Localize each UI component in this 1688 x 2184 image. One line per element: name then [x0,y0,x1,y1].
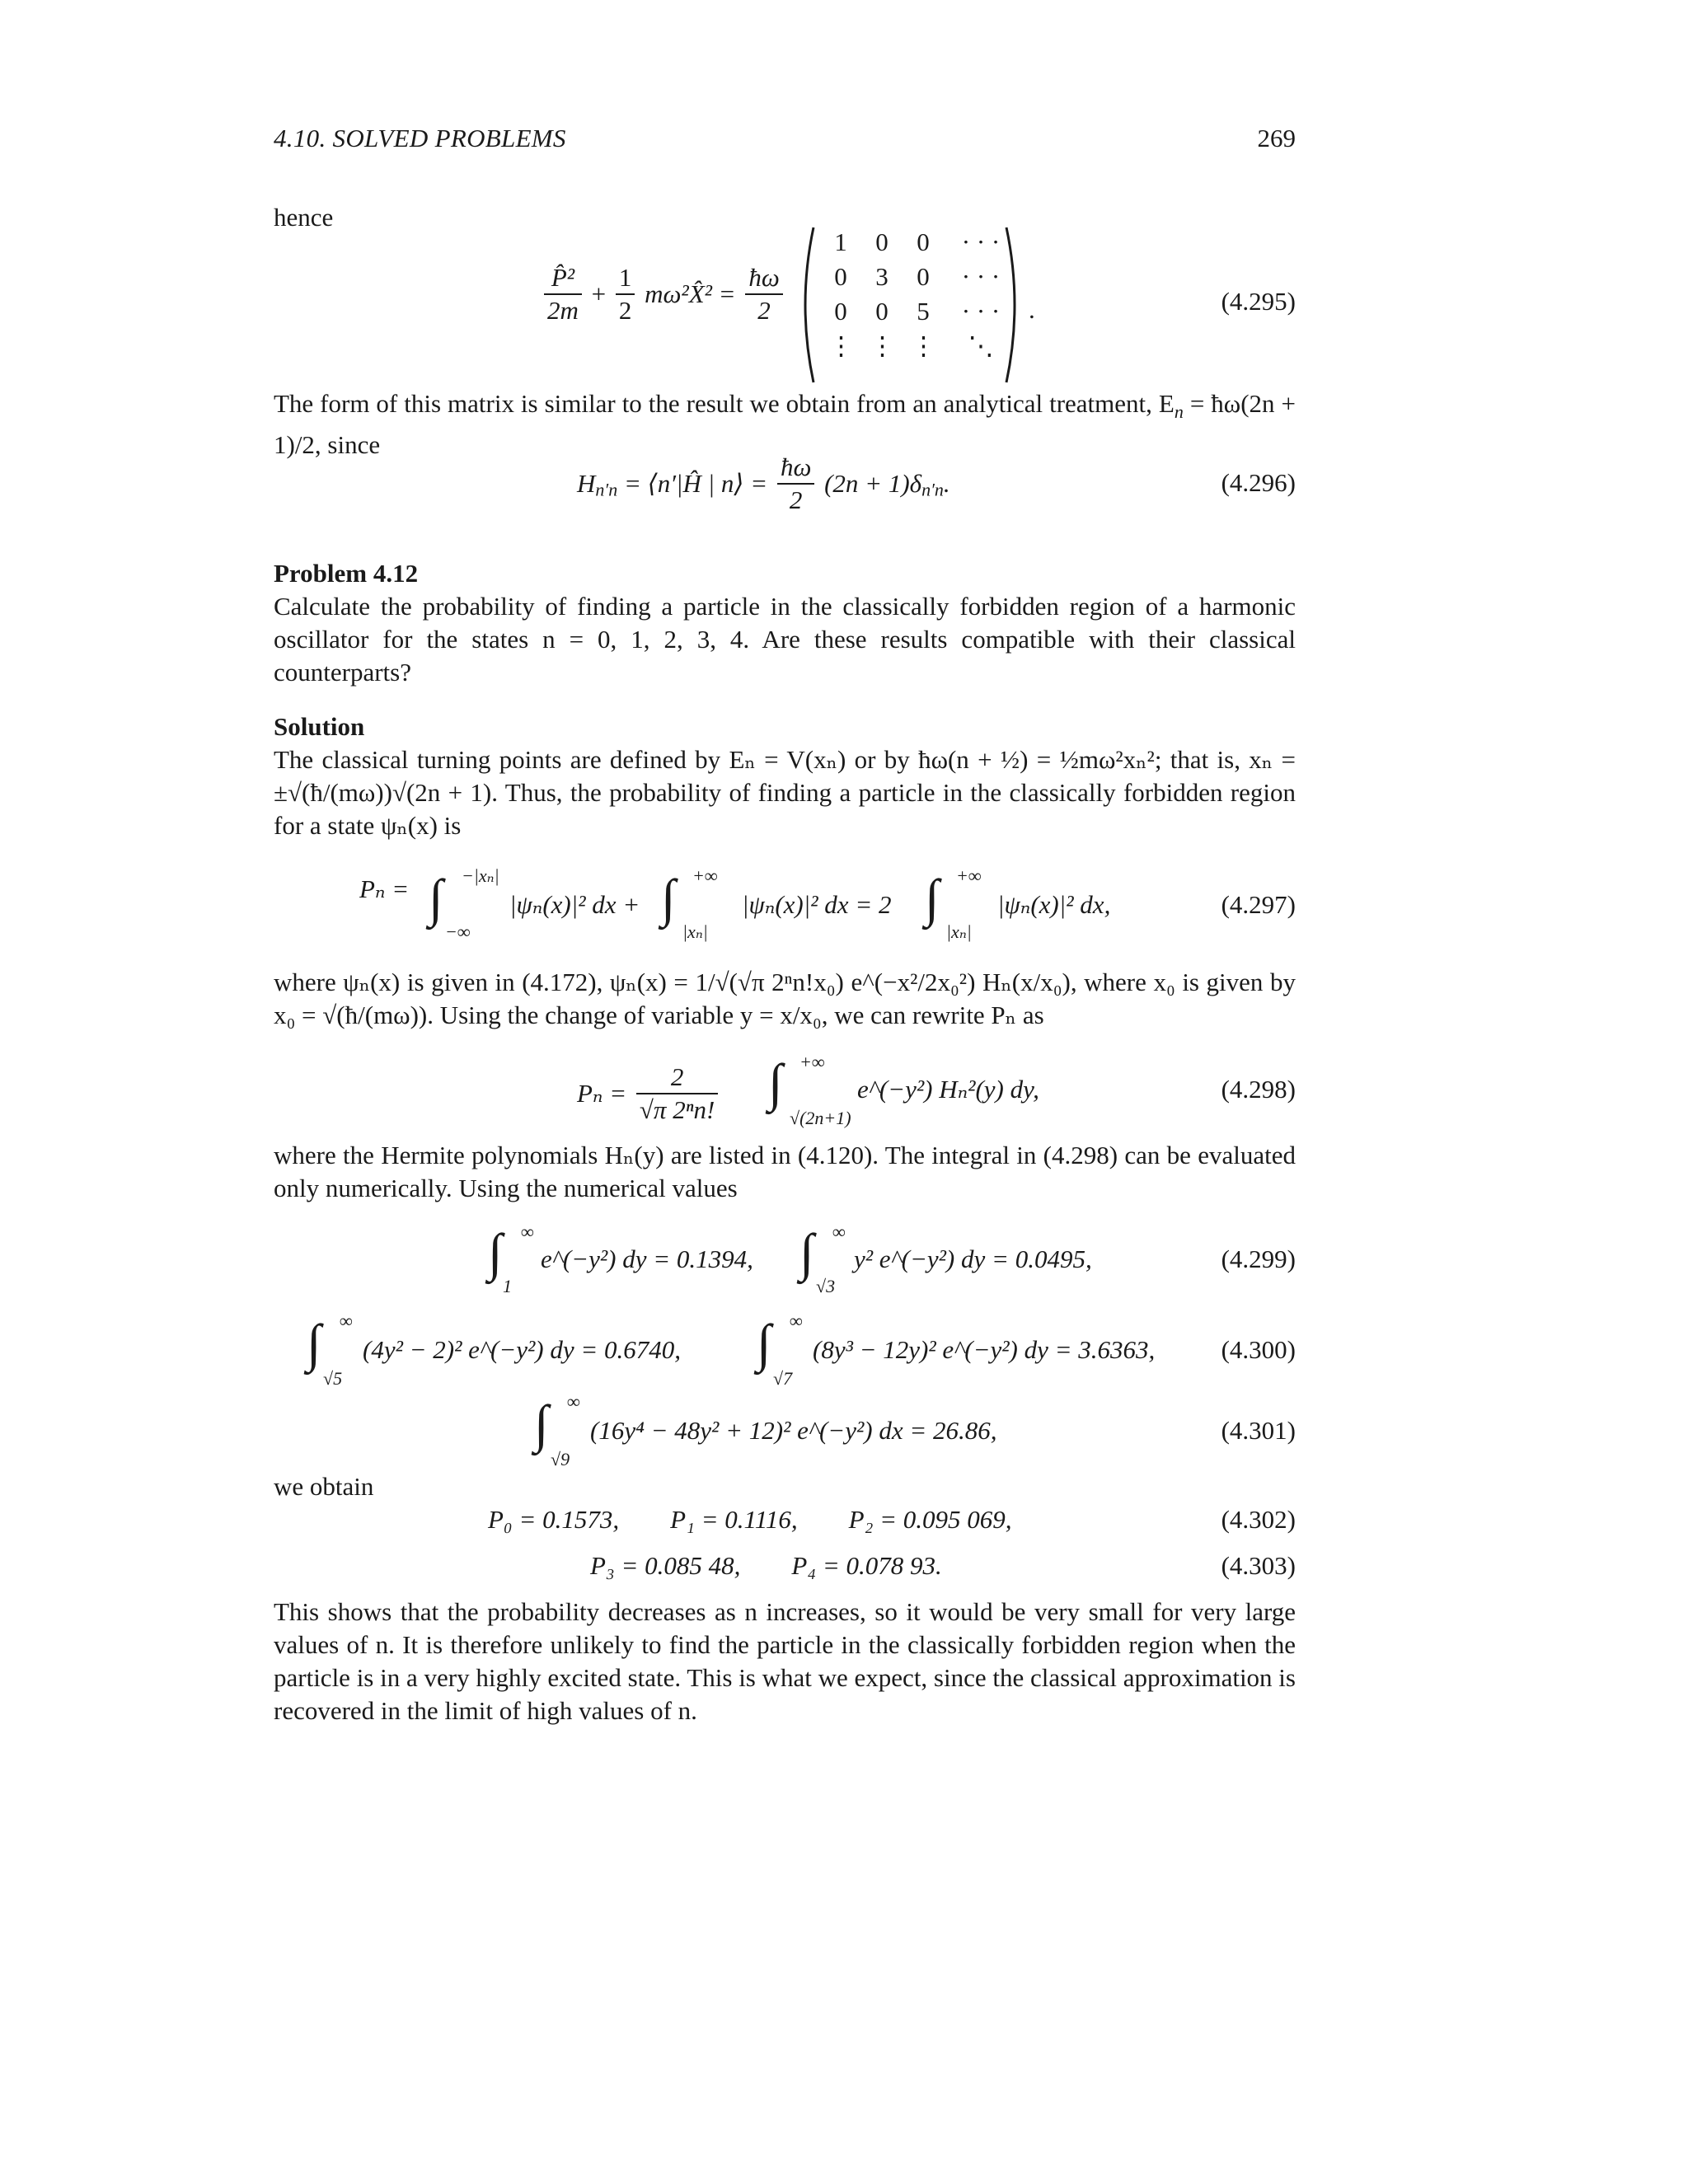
eq-4-296-frac-den: 2 [789,485,803,514]
eq-4-297-int1-upper: −|xₙ| [462,865,499,886]
equation-4-303: P₃ = 0.085 48, P₄ = 0.078 93. [590,1551,942,1580]
eq-4-300-a-lower: √5 [323,1368,343,1389]
integral-sign-4298: ∫ [768,1053,783,1112]
eq-number-4-296: (4.296) [1221,468,1296,497]
eq-number-4-303: (4.303) [1221,1551,1296,1580]
eq-4-299-b-upper: ∞ [832,1221,846,1242]
matrix-cell: ⋱ [968,331,994,360]
hence-label: hence [274,203,334,232]
eq-4-296-lhs-sub: n′n [595,479,618,500]
eq-4-295-half-den: 2 [618,296,632,325]
equation-4-298 [577,1062,721,1126]
matrix-cell: 3 [875,262,889,291]
eq-4-295-trailing: . [1029,295,1035,324]
matrix-cell: · · · [961,227,1001,256]
solution-paragraph-1: The classical turning points are defined by Eₙ = V(xₙ) or by ħω(n + ½) = ½mω²xₙ²; that is, xₙ = ±√(ħ/(mω))√(2n + 1). Thus, the probability of finding a particle in the classically forbidden region for a state ψₙ(x) is [274,745,1296,840]
solution-title: Solution [274,712,365,741]
eq-4-297-term1: |ψₙ(x)|² dx + [509,890,640,919]
running-header-section: 4.10. SOLVED PROBLEMS [274,124,566,152]
eq-4-299-a-lower: 1 [503,1276,512,1296]
problem-title: Problem 4.12 [274,559,419,588]
eq-4-295-half-fraction [616,262,635,326]
eq-4-296-frac-num: ħω [777,452,814,485]
eq-4-297-int3-upper: +∞ [956,865,982,886]
equation-4-302: P₀ = 0.1573, P₁ = 0.1116, P₂ = 0.095 069, [488,1505,1012,1534]
paragraph-hermite: where the Hermite polynomials Hₙ(y) are listed in (4.120). The integral in (4.298) can be evaluated only numerically. Using the numerical values [274,1141,1296,1202]
eq-4-295-hw-fraction [745,262,782,326]
eq-4-297-int1-lower: −∞ [445,921,471,942]
eq-4-300-b-upper: ∞ [790,1310,803,1331]
integral-sign-4299b: ∫ [799,1223,814,1282]
matrix-cell: ⋮ [911,331,936,360]
eq-4-299-a-integrand: e^(−y²) dy = 0.1394, [541,1244,753,1273]
eq-4-296-mid: = ⟨n′|Ĥ | n⟩ = [623,469,774,498]
eq-4-299-a-upper: ∞ [521,1221,534,1242]
para-form-rest: = ħω(2n + 1)/2, since [274,389,1296,460]
integral-sign-4300a: ∫ [307,1314,321,1372]
eq-4-295-half-num: 1 [616,262,635,295]
eq-4-298-lhs: Pₙ = [577,1079,627,1108]
matrix-cell: 5 [917,297,930,326]
eq-4-295-hw-den: 2 [757,296,771,325]
eq-number-4-300: (4.300) [1221,1335,1296,1364]
matrix-cell: 1 [834,227,847,256]
eq-4-295-lhs-fraction [544,262,582,326]
matrix-cell: 0 [917,262,930,291]
eq-4-297-lhs: Pₙ = [359,874,410,903]
matrix-body [820,227,1010,376]
eq-number-4-301: (4.301) [1221,1416,1296,1445]
eq-4-300-a-integrand: (4y² − 2)² e^(−y²) dy = 0.6740, [363,1335,682,1364]
eq-4-299-b-integrand: y² e^(−y²) dy = 0.0495, [854,1244,1092,1273]
eq-4-297-int2-lower: |xₙ| [682,921,708,942]
eq-4-296-rhs-sub: n′n [921,479,944,500]
eq-number-4-302: (4.302) [1221,1505,1296,1534]
eq-4-297-term2: |ψₙ(x)|² dx = 2 [742,890,892,919]
equation-4-297 [359,870,409,906]
matrix-cell: ⋮ [828,331,854,360]
integral-sign-2: ∫ [661,869,676,927]
integral-sign-4301: ∫ [534,1394,549,1453]
we-obtain-label: we obtain [274,1472,374,1501]
matrix-cell: 0 [875,227,889,256]
matrix-cell: · · · [961,297,1001,326]
eq-4-301-integrand: (16y⁴ − 48y² + 12)² e^(−y²) dx = 26.86, [590,1416,997,1445]
eq-4-301-lower: √9 [551,1449,570,1469]
integral-sign-1: ∫ [429,869,443,927]
eq-4-298-integrand: e^(−y²) Hₙ²(y) dy, [857,1075,1039,1104]
eq-4-300-b-integrand: (8y³ − 12y)² e^(−y²) dy = 3.6363, [813,1335,1156,1364]
eq-4-298-frac-den: √π 2ⁿn! [639,1095,715,1124]
eq-number-4-297: (4.297) [1221,890,1296,919]
eq-4-298-int-lower: √(2n+1) [790,1108,851,1128]
paragraph-where-psi: where ψₙ(x) is given in (4.172), ψₙ(x) = 1/√(√π 2ⁿn!x₀) e^(−x²/2x₀²) Hₙ(x/x₀), where x₀ is given by x₀ = √(ħ/(mω)). Using the change of variable y = x/x₀, we can rewrite Pₙ as [274,968,1296,1029]
para-form-text: The form of this matrix is similar to the result we obtain from an analytical treatment, E [274,389,1175,418]
eq-4-300-b-lower: √7 [773,1368,793,1389]
eq-4-298-frac-num: 2 [636,1062,718,1094]
eq-4-297-int3-lower: |xₙ| [946,921,972,942]
matrix-cell: · · · [961,262,1001,291]
problem-text: Calculate the probability of finding a particle in the classically forbidden region of a harmonic oscillator for the states n = 0, 1, 2, 3, 4. Are these results compatible with their classical counterparts? [274,592,1296,687]
eq-4-295-hw-num: ħω [745,262,782,295]
equation-4-295: $\frac{\text{P̂²}}{2m}$ + $\frac{1}{2}$ mω²X̂² = $\frac{ħ\omega}{2}$ [541,262,786,326]
eq-4-295-mid: mω²X̂² = [645,279,736,308]
eq-4-297-int2-upper: +∞ [692,865,718,886]
eq-4-297-term3: |ψₙ(x)|² dx, [997,890,1111,919]
para-form-sub: n [1174,401,1184,423]
eq-4-295-lhs-den: 2m [547,296,579,325]
eq-number-4-298: (4.298) [1221,1075,1296,1104]
eq-4-296-trailing: . [943,469,950,498]
eq-4-301-upper: ∞ [567,1391,580,1412]
page-number: 269 [1257,124,1296,152]
matrix-cell: 0 [917,227,930,256]
equation-4-296 [577,452,950,516]
integral-sign-4300b: ∫ [757,1314,771,1372]
eq-4-300-a-upper: ∞ [340,1310,353,1331]
matrix-cell: ⋮ [870,331,895,360]
eq-4-298-fraction [636,1062,718,1126]
matrix-cell: 0 [834,297,847,326]
eq-4-296-rhs: (2n + 1)δ [824,469,922,498]
matrix-cell: 0 [875,297,889,326]
integral-sign-3: ∫ [925,869,940,927]
matrix-cell: 0 [834,262,847,291]
eq-4-296-lhs: H [577,469,596,498]
paragraph-matrix-form [274,387,1296,462]
eq-number-4-295: (4.295) [1221,287,1296,316]
conclusion-paragraph: This shows that the probability decreases as n increases, so it would be very small for very large values of n. It is therefore unlikely to find the particle in the classically forbidden region when the particle is in a very highly excited state. This is what we expect, since the classical approximation is recovered in the limit of high values of n. [274,1597,1296,1725]
eq-4-299-b-lower: √3 [816,1276,836,1296]
eq-number-4-299: (4.299) [1221,1244,1296,1273]
eq-4-298-int-upper: +∞ [799,1052,825,1072]
eq-4-295-lhs-num: P̂² [544,262,582,295]
integral-sign-4299a: ∫ [488,1223,503,1282]
eq-4-296-fraction [777,452,814,516]
